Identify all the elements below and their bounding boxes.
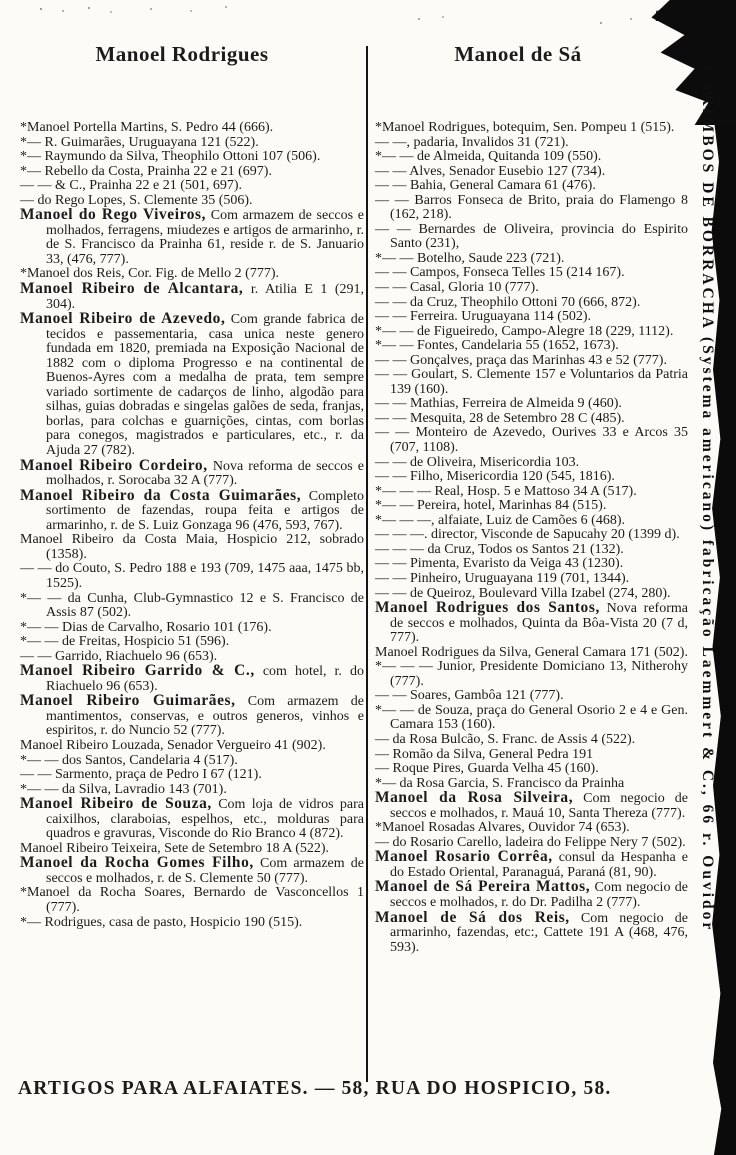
entry-text: — — Pimenta, Evaristo da Veiga 43 (1230).	[375, 556, 624, 572]
directory-entry	[375, 310, 688, 325]
entry-name-bold: Manoel Ribeiro da Costa Guimarães,	[20, 486, 302, 504]
footer-advertisement: ARTIGOS PARA ALFAIATES. — 58, RUA DO HOSPICIO, 58.	[18, 1078, 612, 1099]
entry-text: Nova reforma de seccos e molhados, r. Sorocaba 32 A (777).	[46, 458, 364, 489]
directory-entry	[20, 282, 364, 312]
entry-name-bold: Manoel da Rosa Silveira,	[375, 789, 574, 807]
entry-text: Completo sortimento de fazendas, roupa feita e artigos de armarinho, r. de S. Luiz Gonzaga 96 (476, 593, 767).	[46, 488, 364, 533]
directory-entry	[375, 514, 688, 529]
directory-entry	[20, 179, 364, 194]
entry-text: *— — de Almeida, Quitanda 109 (550).	[375, 149, 602, 165]
directory-entry	[20, 664, 364, 694]
entry-text: — Roque Pires, Guarda Velha 45 (160).	[375, 761, 599, 777]
directory-entry	[375, 850, 688, 880]
entry-text: Com armazem de seccos e molhados, r. de S. Clemente 50 (777).	[46, 856, 364, 886]
entry-text: — — do Couto, S. Pedro 188 e 193 (709, 1475 aaa, 1475 bb, 1525).	[20, 561, 364, 591]
entry-text: Manoel Rodrigues da Silva, General Camara 171 (502).	[375, 644, 688, 660]
column-divider-rule	[366, 46, 368, 1082]
entry-name-bold: Manoel Ribeiro Guimarães,	[20, 692, 236, 710]
directory-entry	[375, 543, 688, 558]
directory-entry	[375, 646, 688, 661]
entry-text: Com armazem de mantimentos, conservas, e outros generos, vinhos e espiritos, r. do Nuncio 52 (777).	[46, 694, 364, 739]
entry-text: Com negocio de armarinho, fazendas, etc:, Cattete 191 A (468, 476, 593).	[390, 910, 688, 955]
entry-text: — —, padaria, Invalidos 31 (721).	[375, 134, 569, 150]
entry-text: — — Casal, Gloria 10 (777).	[375, 280, 539, 296]
directory-entry	[375, 179, 688, 194]
entry-text: Manoel Ribeiro da Costa Maia, Hospicio 212, sobrado (1358).	[20, 532, 364, 562]
entry-name-bold: Manoel de Sá dos Reis,	[375, 908, 570, 926]
entry-text: — do Rego Lopes, S. Clemente 35 (506).	[20, 192, 253, 208]
directory-entry	[375, 748, 688, 763]
entry-text: — — Filho, Misericordia 120 (545, 1816).	[375, 469, 615, 485]
directory-entry	[20, 562, 364, 591]
entry-text: *— — — Junior, Presidente Domiciano 13, Nitherohy (777).	[375, 659, 688, 689]
scan-specks	[40, 8, 42, 10]
directory-entry	[375, 397, 688, 412]
directory-entry	[20, 592, 364, 621]
entry-text: — — Mesquita, 28 de Setembro 28 C (485).	[375, 410, 625, 426]
directory-entry	[20, 797, 364, 842]
directory-entry	[375, 557, 688, 572]
entry-text: *— Rebello da Costa, Prainha 22 e 21 (697).	[20, 163, 272, 179]
entry-text: — da Rosa Bulcão, S. Franc. de Assis 4 (522).	[375, 731, 636, 747]
directory-entry	[20, 208, 364, 267]
entry-text: — — Alves, Senador Eusebio 127 (734).	[375, 163, 606, 179]
entry-text: — do Rosario Carello, ladeira do Felippe Nery 7 (502).	[375, 834, 686, 850]
directory-entry	[20, 486, 364, 534]
directory-entry	[375, 194, 688, 223]
right-column	[375, 121, 688, 1081]
entry-name-bold: Manoel Ribeiro de Azevedo,	[20, 310, 226, 328]
directory-entry	[375, 136, 688, 151]
entry-text: *Manoel Rosadas Alvares, Ouvidor 74 (653).	[375, 820, 630, 836]
entry-text: Com negocio de seccos e molhados, r. do Dr. Padilha 2 (777).	[390, 880, 688, 910]
entry-text: — — Garrido, Riachuelo 96 (653).	[20, 648, 218, 664]
entry-text: Manoel Ribeiro Teixeira, Sete de Setembro 18 A (522).	[20, 840, 330, 856]
directory-entry	[375, 733, 688, 748]
directory-entry	[20, 136, 364, 151]
entry-text: — — Pinheiro, Uruguayana 119 (701, 1344).	[375, 570, 630, 586]
directory-entry	[375, 660, 688, 689]
directory-entry	[375, 528, 688, 543]
entry-text: *— — — Real, Hosp. 5 e Mattoso 34 A (517).	[375, 483, 637, 499]
directory-entry	[375, 223, 688, 252]
directory-entry	[375, 296, 688, 311]
directory-entry	[375, 470, 688, 485]
left-column-title: Manoel Rodrigues	[95, 42, 269, 66]
entry-text: — — de Queiroz, Boulevard Villa Izabel (274, 280).	[375, 585, 671, 601]
entry-text: — — da Cruz, Theophilo Ottoni 70 (666, 872).	[375, 294, 641, 310]
directory-entry	[375, 689, 688, 704]
directory-entry	[375, 821, 688, 836]
directory-entry	[375, 908, 688, 956]
directory-entry	[20, 635, 364, 650]
entry-text: — — Monteiro de Azevedo, Ourives 33 e Arcos 35 (707, 1108).	[375, 425, 688, 456]
directory-entry	[20, 621, 364, 636]
directory-entry	[375, 325, 688, 340]
entry-text: — — Mathias, Ferreira de Almeida 9 (460).	[375, 396, 622, 412]
directory-entry	[375, 252, 688, 267]
entry-text: *Manoel da Rocha Soares, Bernardo de Vasconcellos 1 (777).	[20, 885, 364, 915]
directory-entry	[20, 694, 364, 739]
entry-text: — — Barros Fonseca de Brito, praia do Flamengo 8 (162, 218).	[375, 192, 688, 223]
entry-text: — — Bahia, General Camara 61 (476).	[375, 178, 596, 194]
entry-text: Manoel Ribeiro Louzada, Senador Vergueiro 41 (902).	[20, 737, 326, 753]
entry-text: *— — da Cunha, Club-Gymnastico 12 e S. Francisco de Assis 87 (502).	[20, 590, 364, 621]
entry-name-bold: Manoel Rosario Corrêa,	[375, 848, 553, 866]
left-column	[20, 121, 364, 1081]
directory-entry	[375, 121, 688, 136]
entry-text: — — Sarmento, praça de Pedro I 67 (121).	[20, 767, 262, 783]
entry-name-bold: Manoel de Sá Pereira Mattos,	[375, 878, 591, 896]
directory-entry	[375, 354, 688, 369]
entry-text: *— — Botelho, Saude 223 (721).	[375, 250, 565, 266]
directory-entry	[375, 150, 688, 165]
directory-entry	[20, 312, 364, 458]
entry-text: *Manoel Rodrigues, botequim, Sen. Pompeu 1 (515).	[375, 121, 675, 135]
entry-text: — — Campos, Fonseca Telles 15 (214 167).	[375, 265, 625, 281]
directory-entry	[20, 456, 364, 489]
entry-name-bold: Manoel Ribeiro Cordeiro,	[20, 456, 208, 474]
entry-text: — — & C., Prainha 22 e 21 (501, 697).	[20, 178, 243, 194]
entry-text: — — de Oliveira, Misericordia 103.	[375, 454, 580, 470]
entry-name-bold: Manoel Ribeiro de Alcantara,	[20, 280, 244, 298]
entry-text: — — Goulart, S. Clemente 157 e Voluntarios da Patria 139 (160).	[375, 367, 688, 397]
entry-text: *Manoel dos Reis, Cor. Fig. de Mello 2 (777).	[20, 266, 279, 282]
directory-entry	[20, 150, 364, 165]
directory-entry	[375, 426, 688, 455]
directory-entry	[375, 165, 688, 180]
entry-text: Com loja de vidros para caixilhos, claraboias, espelhos, etc., molduras para quadros e gravuras, Visconde do Rio Branco 4 (872).	[46, 797, 364, 842]
directory-entry	[20, 533, 364, 562]
entry-name-bold: Manoel Rodrigues dos Santos,	[375, 599, 600, 617]
entry-text: *— — de Figueiredo, Campo-Alegre 18 (229, 1112).	[375, 323, 674, 339]
entry-text: — — Ferreira. Uruguayana 114 (502).	[375, 309, 592, 325]
directory-entry	[20, 916, 364, 931]
directory-entry	[375, 339, 688, 354]
entry-name-bold: Manoel da Rocha Gomes Filho,	[20, 854, 254, 872]
entry-text: — Romão da Silva, General Pedra 191	[375, 746, 594, 762]
entry-text: *— da Rosa Garcia, S. Francisco da Prainha	[375, 775, 625, 791]
directory-entry	[375, 485, 688, 500]
entry-name-bold: Manoel do Rego Viveiros,	[20, 206, 207, 224]
entry-text: *— R. Guimarães, Uruguayana 121 (522).	[20, 134, 259, 150]
entry-text: *— Raymundo da Silva, Theophilo Ottoni 107 (506).	[20, 149, 321, 165]
entry-text: — — —. director, Visconde de Sapucahy 20 (1399 d).	[375, 527, 680, 543]
right-column-title: Manoel de Sá	[454, 42, 582, 66]
entry-text: — — Gonçalves, praça das Marinhas 43 e 52 (777).	[375, 352, 667, 368]
directory-entry	[375, 266, 688, 281]
entry-text: *— — da Silva, Lavradio 143 (701).	[20, 781, 227, 797]
directory-entry	[375, 791, 688, 821]
vertical-margin-advertisement: CARIMBOS DE BORRACHA (Systema americano) fabricação Laemmert & C., 66 r. Ouvidor	[699, 66, 716, 933]
entry-text: Com grande fabrica de tecidos e passementaria, casa unica neste genero fundada em 1820, premiada na Exposição Nacional de 1882 com o diploma Progresso e na continental de Buenos-Ayres com a medalha de prata, tem sempre variado sortimente de cadarços de linho, algodão para silhas, guias dobradas e singelas galões de seda, franjas, borlas, para colchas e guarnições, cintas, com borlas para conegos, magistrados e particulares, etc., r. da Ajuda 27 (782).	[46, 312, 364, 459]
directory-entry	[20, 768, 364, 783]
entry-text: *— Rodrigues, casa de pasto, Hospicio 190 (515).	[20, 914, 303, 930]
directory-entry	[375, 412, 688, 427]
entry-text: *— — —, alfaiate, Luiz de Camões 6 (468).	[375, 512, 625, 528]
entry-text: — — Soares, Gambôa 121 (777).	[375, 688, 564, 704]
directory-entry	[375, 704, 688, 733]
entry-text: *— — Pereira, hotel, Marinhas 84 (515).	[375, 498, 607, 514]
entry-text: Com armazem de seccos e molhados, ferragens, miudezes e artigos de armarinho, r. de S. Francisco da Prainha 61, reside r. de S. Januario 33, (476, 777).	[46, 208, 364, 267]
entry-text: Nova reforma de seccos e molhados, Quinta da Bôa-Vista 20 (7 d, 777).	[390, 601, 688, 646]
entry-name-bold: Manoel Ribeiro de Souza,	[20, 795, 212, 813]
directory-entry	[375, 456, 688, 471]
entry-text: *— — de Souza, praça do General Osorio 2 e 4 e Gen. Camara 153 (160).	[375, 702, 688, 733]
entry-text: r. Atilia E 1 (291, 304).	[46, 282, 364, 312]
directory-entry	[20, 121, 364, 136]
directory-entry	[375, 499, 688, 514]
entry-text: — — — da Cruz, Todos os Santos 21 (132).	[375, 541, 624, 557]
entry-text: — — Bernardes de Oliveira, provincia do Espirito Santo (231),	[375, 221, 688, 252]
directory-entry	[20, 739, 364, 754]
entry-name-bold: Manoel Ribeiro Garrido & C.,	[20, 662, 255, 680]
directory-entry	[20, 754, 364, 769]
directory-entry	[375, 880, 688, 910]
directory-entry	[375, 762, 688, 777]
directory-entry	[20, 886, 364, 915]
directory-entry	[375, 572, 688, 587]
directory-entry	[375, 368, 688, 397]
entry-text: *Manoel Portella Martins, S. Pedro 44 (666).	[20, 121, 274, 135]
entry-text: *— — Fontes, Candelaria 55 (1652, 1673).	[375, 338, 619, 354]
directory-entry	[20, 856, 364, 886]
directory-entry	[20, 165, 364, 180]
entry-text: Com negocio de seccos e molhados, r. Mauá 10, Santa Thereza (777).	[390, 791, 688, 821]
directory-entry	[375, 281, 688, 296]
entry-text: consul da Hespanha e do Estado Oriental, Paranaguá, Paraná (81, 90).	[390, 850, 688, 880]
entry-text: com hotel, r. do Riachuelo 96 (653).	[46, 664, 364, 694]
entry-text: *— — Dias de Carvalho, Rosario 101 (176).	[20, 619, 272, 635]
entry-text: *— — de Freitas, Hospicio 51 (596).	[20, 634, 230, 650]
directory-entry	[375, 601, 688, 646]
entry-text: *— — dos Santos, Candelaria 4 (517).	[20, 752, 238, 768]
